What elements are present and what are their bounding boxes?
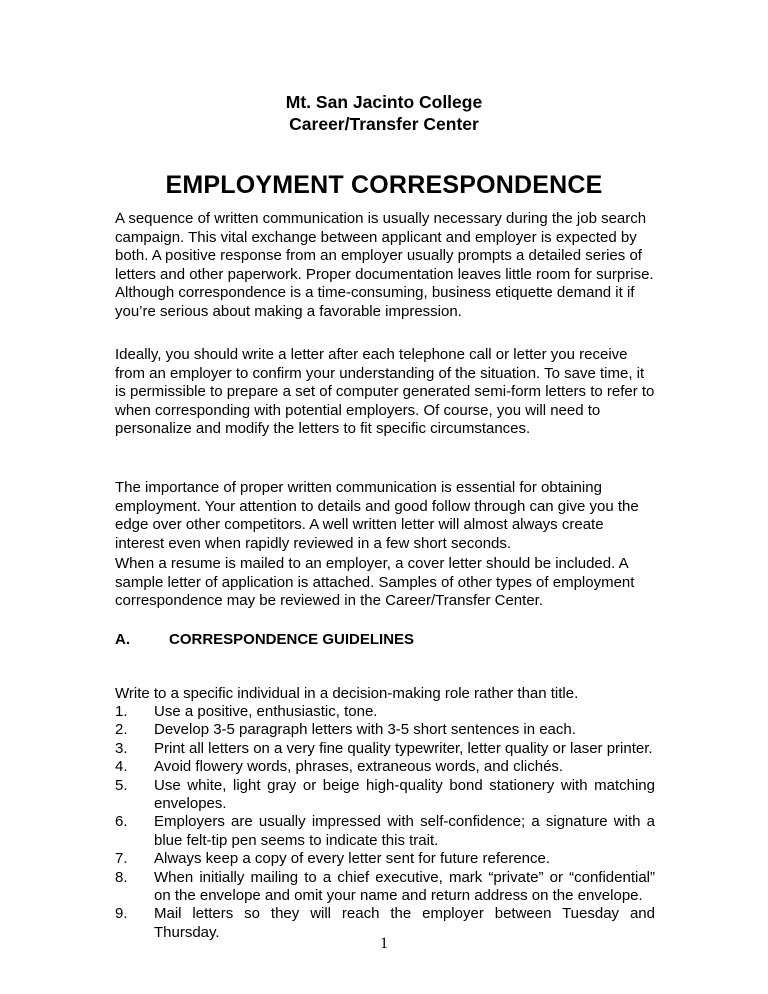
document-title: EMPLOYMENT CORRESPONDENCE <box>165 171 603 199</box>
list-item <box>115 758 655 776</box>
department-name: Career/Transfer Center <box>289 114 479 134</box>
list-item <box>115 850 655 868</box>
list-item-number: 2. <box>115 721 128 739</box>
list-item-text: Use white, light gray or beige high-quality bond stationery with matching envelopes. <box>154 776 655 813</box>
list-item <box>115 869 655 906</box>
paragraph-intro: A sequence of written communication is usually necessary during the job search campaign. This vital exchange between applicant and employer is expected by both. A positive response from an employer usually prompts a detailed series of letters and other paperwork. Proper documentation leaves little room for surprise. Although correspondence is a time-consuming, business etiquette demand it if you’re serious about making a favorable impression. <box>115 210 654 320</box>
paragraph-importance: The importance of proper written communication is essential for obtaining employment. Your attention to details and good follow through can give you the edge over other competitors. A well written letter will almost always create interest even when rapidly reviewed in a few short seconds. <box>115 479 639 552</box>
list-item-number: 3. <box>115 739 128 757</box>
list-item-number: 8. <box>115 868 128 886</box>
list-item-text: Mail letters so they will reach the employer between Tuesday and Thursday. <box>154 905 655 941</box>
list-item-text: Develop 3-5 paragraph letters with 3-5 short sentences in each. <box>154 721 576 739</box>
guidelines-intro: Write to a specific individual in a decision-making role rather than title. <box>115 685 579 702</box>
guidelines-list <box>115 703 655 942</box>
document-header <box>0 91 768 135</box>
list-item-number: 9. <box>115 905 128 923</box>
list-item-number: 4. <box>115 758 128 776</box>
section-heading-text: CORRESPONDENCE GUIDELINES <box>169 631 415 648</box>
list-item <box>115 721 655 739</box>
list-item-number: 5. <box>115 776 128 794</box>
list-item-text: Always keep a copy of every letter sent for future reference. <box>154 850 551 868</box>
list-item-number: 7. <box>115 850 128 868</box>
list-item-text: Use a positive, enthusiastic, tone. <box>154 703 378 720</box>
list-item-text: When initially mailing to a chief executive, mark “private” or “confidential” on the envelope and omit your name and return address on the envelope. <box>154 868 655 905</box>
list-item <box>115 777 655 814</box>
institution-name: Mt. San Jacinto College <box>285 92 483 112</box>
paragraph-follow-up: Ideally, you should write a letter after each telephone call or letter you receive from an employer to confirm your understanding of the situation. To save time, it is permissible to prepare a set of computer generated semi-form letters to refer to when corresponding with potential employers. Of course, you will need to personalize and modify the letters to fit specific circumstances. <box>115 346 655 438</box>
paragraph-cover-letter: When a resume is mailed to an employer, a cover letter should be included. A sample letter of application is attached. Samples of other types of employment correspondence may be reviewed in the Career/Transfer Center. <box>115 555 635 610</box>
section-letter: A. <box>115 631 130 648</box>
list-item <box>115 703 655 721</box>
list-item-text: Avoid flowery words, phrases, extraneous words, and clichés. <box>154 758 564 776</box>
section-heading <box>115 631 414 649</box>
list-item <box>115 740 655 758</box>
page-number: 1 <box>380 935 388 952</box>
list-item <box>115 813 655 850</box>
list-item-text: Employers are usually impressed with self-confidence; a signature with a blue felt-tip pen seems to indicate this trait. <box>154 813 655 849</box>
list-item-number: 1. <box>115 703 128 720</box>
list-item-number: 6. <box>115 813 128 831</box>
list-item-text: Print all letters on a very fine quality typewriter, letter quality or laser printer. <box>154 739 653 757</box>
